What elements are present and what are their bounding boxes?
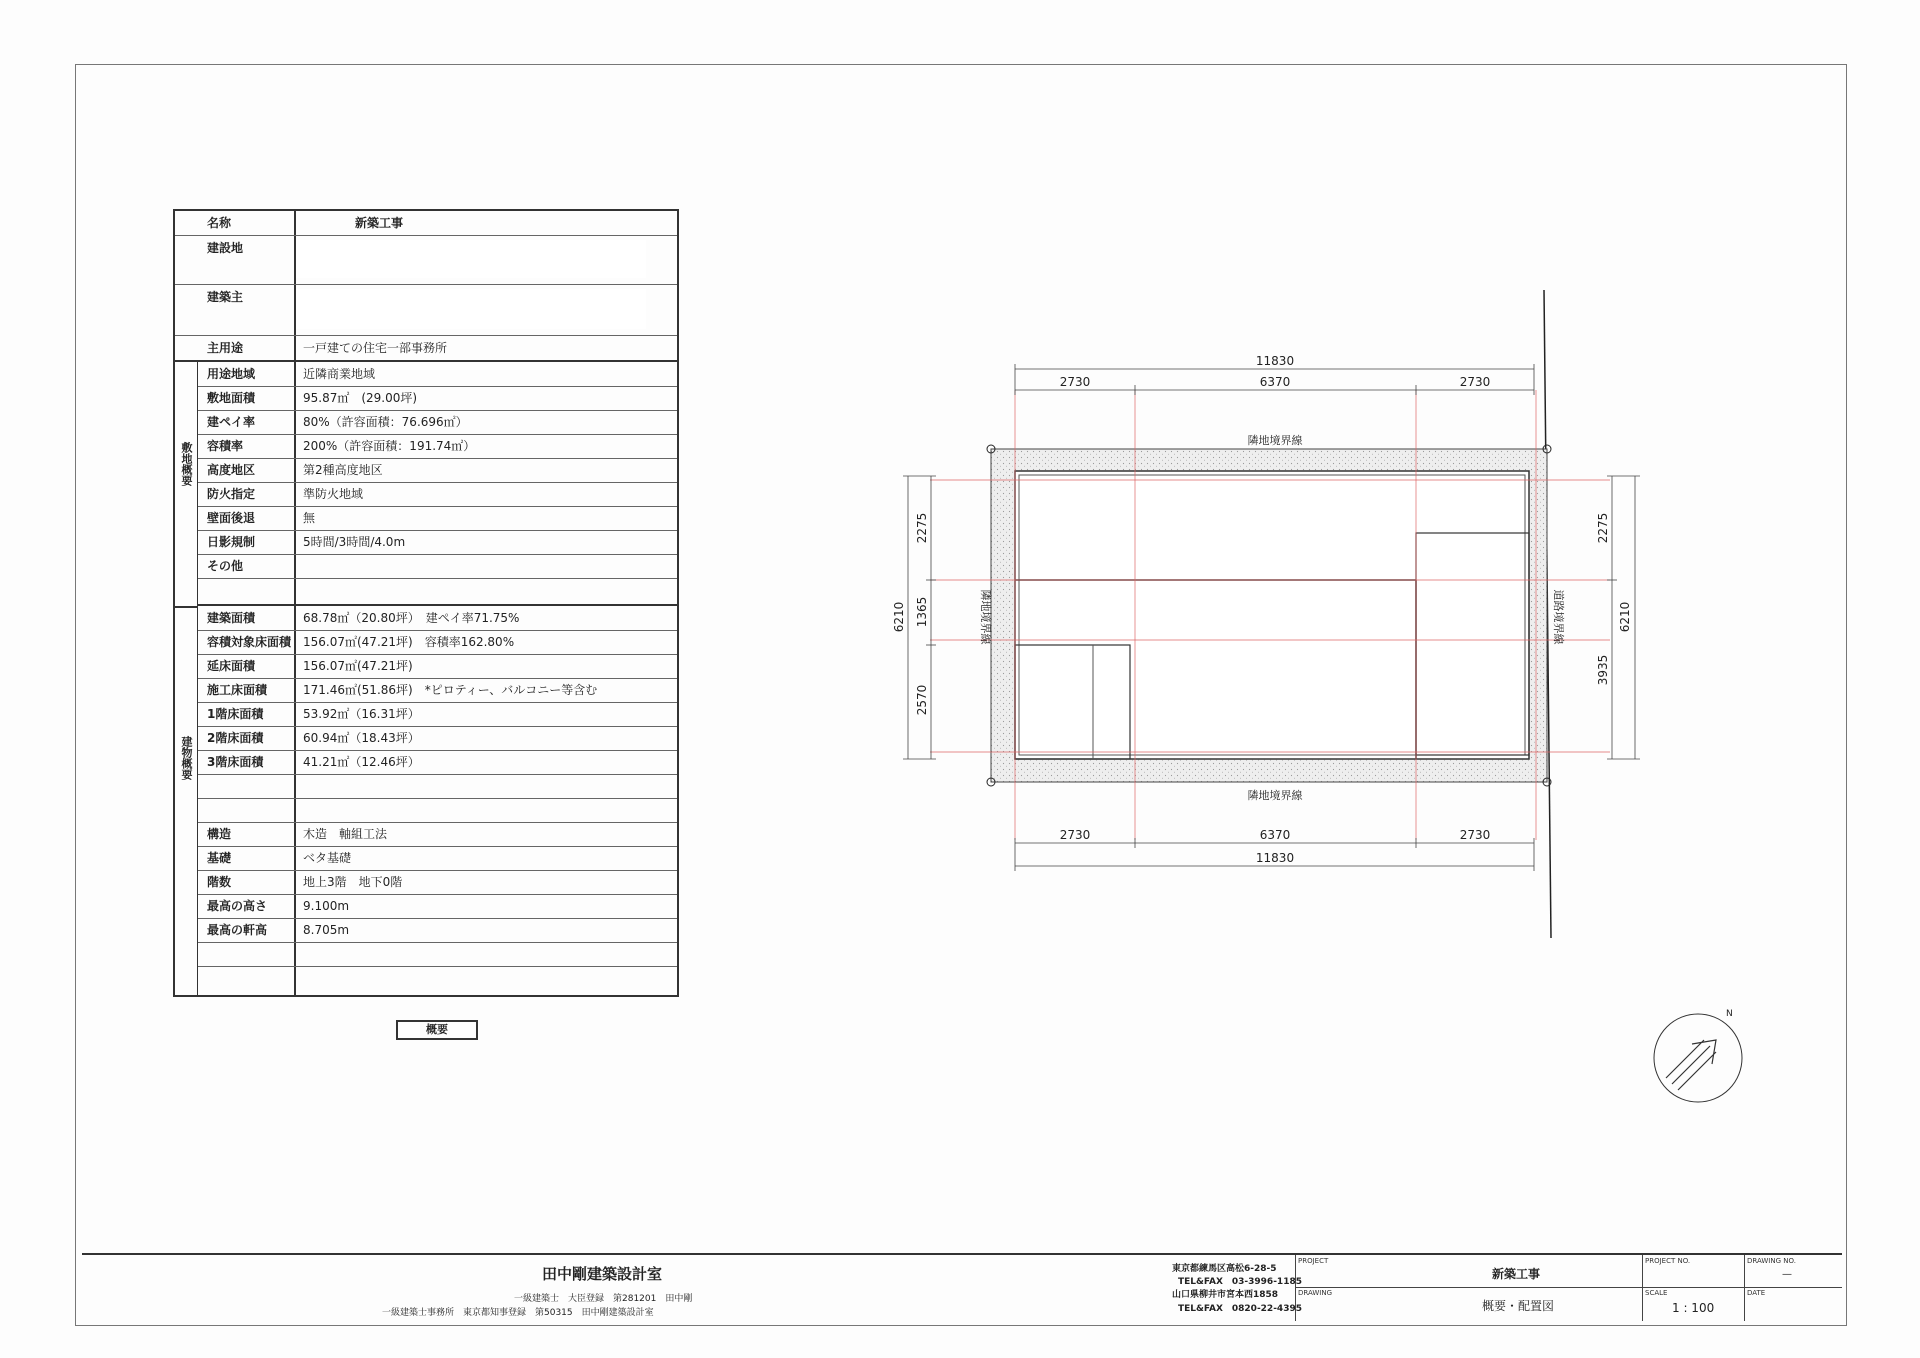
row-label: その他 — [207, 559, 244, 573]
row-label: 延床面積 — [207, 659, 256, 673]
building-group-label: 建物概要 — [180, 736, 193, 780]
building-outline — [1015, 471, 1529, 759]
row-label: 1階床面積 — [207, 707, 264, 721]
row-label: 容積率 — [207, 439, 244, 453]
dim-left-2: 1365 — [915, 596, 929, 628]
row-value: 地上3階 地下0階 — [303, 875, 403, 889]
row-label: 最高の軒高 — [207, 923, 268, 937]
drawing-no-label: DRAWING NO. — [1747, 1257, 1796, 1265]
tel-yamaguchi: TEL&FAX 0820-22-4395 — [1178, 1304, 1302, 1314]
row-value: 9.100m — [303, 899, 350, 913]
dim-top-3: 2730 — [1459, 375, 1491, 389]
row-label: 施工床面積 — [207, 683, 268, 697]
row-value: ベタ基礎 — [303, 851, 352, 865]
boundary-label-top: 隣地境界線 — [1247, 434, 1303, 447]
row-label: 用途地域 — [207, 367, 256, 381]
row-value: 8.705m — [303, 923, 350, 937]
row-label: 建ペイ率 — [207, 415, 256, 429]
row-value: 一戸建ての住宅一部事務所 — [303, 341, 448, 355]
boundary-label-left: 隣地境界線 — [979, 589, 992, 645]
row-value: 準防火地域 — [303, 487, 364, 501]
dim-top-2: 6370 — [1259, 375, 1291, 389]
row-value: 95.87㎡ (29.00坪) — [303, 391, 418, 405]
row-label: 建築主 — [207, 290, 244, 304]
dim-left-total: 6210 — [892, 601, 906, 633]
row-value: 無 — [303, 511, 316, 525]
office-name: 田中剛建築設計室 — [542, 1265, 663, 1283]
scale-label: SCALE — [1645, 1289, 1668, 1297]
row-label: 最高の高さ — [207, 899, 268, 913]
dim-right-total: 6210 — [1618, 601, 1632, 633]
tel-tokyo: TEL&FAX 03-3996-1185 — [1178, 1277, 1302, 1287]
row-label: 3階床面積 — [207, 755, 264, 769]
row-label: 基礎 — [207, 851, 232, 865]
row-label: 建設地 — [207, 241, 244, 255]
row-label: 構造 — [207, 827, 232, 841]
row-label: 防火指定 — [207, 487, 256, 501]
overview-caption: 概要 — [396, 1020, 478, 1040]
registration-line-2: 一級建築士事務所 東京都知事登録 第50315 田中剛建築設計室 — [382, 1308, 654, 1318]
row-value: 新築工事 — [355, 216, 404, 230]
dim-bottom-1: 2730 — [1059, 828, 1091, 842]
dim-bottom-3: 2730 — [1459, 828, 1491, 842]
row-value: 68.78㎡（20.80坪） 建ペイ率71.75% — [303, 611, 520, 625]
row-value: 53.92㎡（16.31坪） — [303, 707, 420, 721]
boundary-label-right: 道路境界線 — [1552, 589, 1565, 645]
row-value: 5時間/3時間/4.0m — [303, 535, 406, 549]
dim-left-1: 2275 — [915, 512, 929, 544]
dim-right-2: 3935 — [1596, 654, 1610, 686]
project-name: 新築工事 — [1492, 1267, 1541, 1281]
dim-bottom-2: 6370 — [1259, 828, 1291, 842]
dim-top-total: 11830 — [1255, 354, 1295, 368]
row-value: 第2種高度地区 — [303, 463, 383, 477]
row-value: 木造 軸組工法 — [303, 827, 388, 841]
row-value: 156.07㎡(47.21坪) 容積率162.80% — [303, 635, 515, 649]
site-group-label: 敷地概要 — [180, 442, 193, 486]
row-label: 高度地区 — [207, 463, 256, 477]
boundary-label-bottom: 隣地境界線 — [1247, 789, 1303, 802]
row-label: 階数 — [207, 875, 232, 889]
title-block — [82, 1253, 1842, 1321]
dim-left-3: 2570 — [915, 684, 929, 716]
row-label: 名称 — [207, 216, 232, 230]
registration-line-1: 一級建築士 大臣登録 第281201 田中剛 — [514, 1294, 693, 1304]
dim-top-1: 2730 — [1059, 375, 1091, 389]
row-label: 建築面積 — [207, 611, 256, 625]
scale-value: 1 : 100 — [1672, 1301, 1715, 1315]
project-label: PROJECT — [1298, 1257, 1329, 1265]
row-value: 171.46㎡(51.86坪) *ピロティー、バルコニー等含む — [303, 683, 598, 697]
row-value: 80%（許容面積：76.696㎡） — [303, 415, 468, 429]
row-value: 60.94㎡（18.43坪） — [303, 731, 420, 745]
row-label: 容積対象床面積 — [207, 635, 292, 649]
address-tokyo: 東京都練馬区高松6-28-5 — [1172, 1264, 1277, 1274]
project-no-label: PROJECT NO. — [1645, 1257, 1691, 1265]
row-label: 2階床面積 — [207, 731, 264, 745]
row-value: 156.07㎡(47.21坪) — [303, 659, 413, 673]
row-label: 日影規制 — [207, 535, 256, 549]
dim-right-1: 2275 — [1596, 512, 1610, 544]
drawing-label: DRAWING — [1298, 1289, 1333, 1297]
row-label: 壁面後退 — [207, 511, 256, 525]
drawing-name: 概要・配置図 — [1482, 1299, 1555, 1313]
row-value: 41.21㎡（12.46坪） — [303, 755, 420, 769]
north-arrow-icon — [1654, 1009, 1742, 1102]
dim-bottom-total: 11830 — [1255, 851, 1295, 865]
row-value: 200%（許容面積：191.74㎡） — [303, 439, 476, 453]
row-label: 敷地面積 — [207, 391, 256, 405]
row-label: 主用途 — [207, 341, 244, 355]
north-label: N — [1726, 1009, 1733, 1019]
address-yamaguchi: 山口県柳井市宮本西1858 — [1172, 1290, 1279, 1300]
row-value: 近隣商業地域 — [303, 367, 376, 381]
drawing-no: — — [1782, 1269, 1792, 1280]
date-label: DATE — [1747, 1289, 1766, 1297]
